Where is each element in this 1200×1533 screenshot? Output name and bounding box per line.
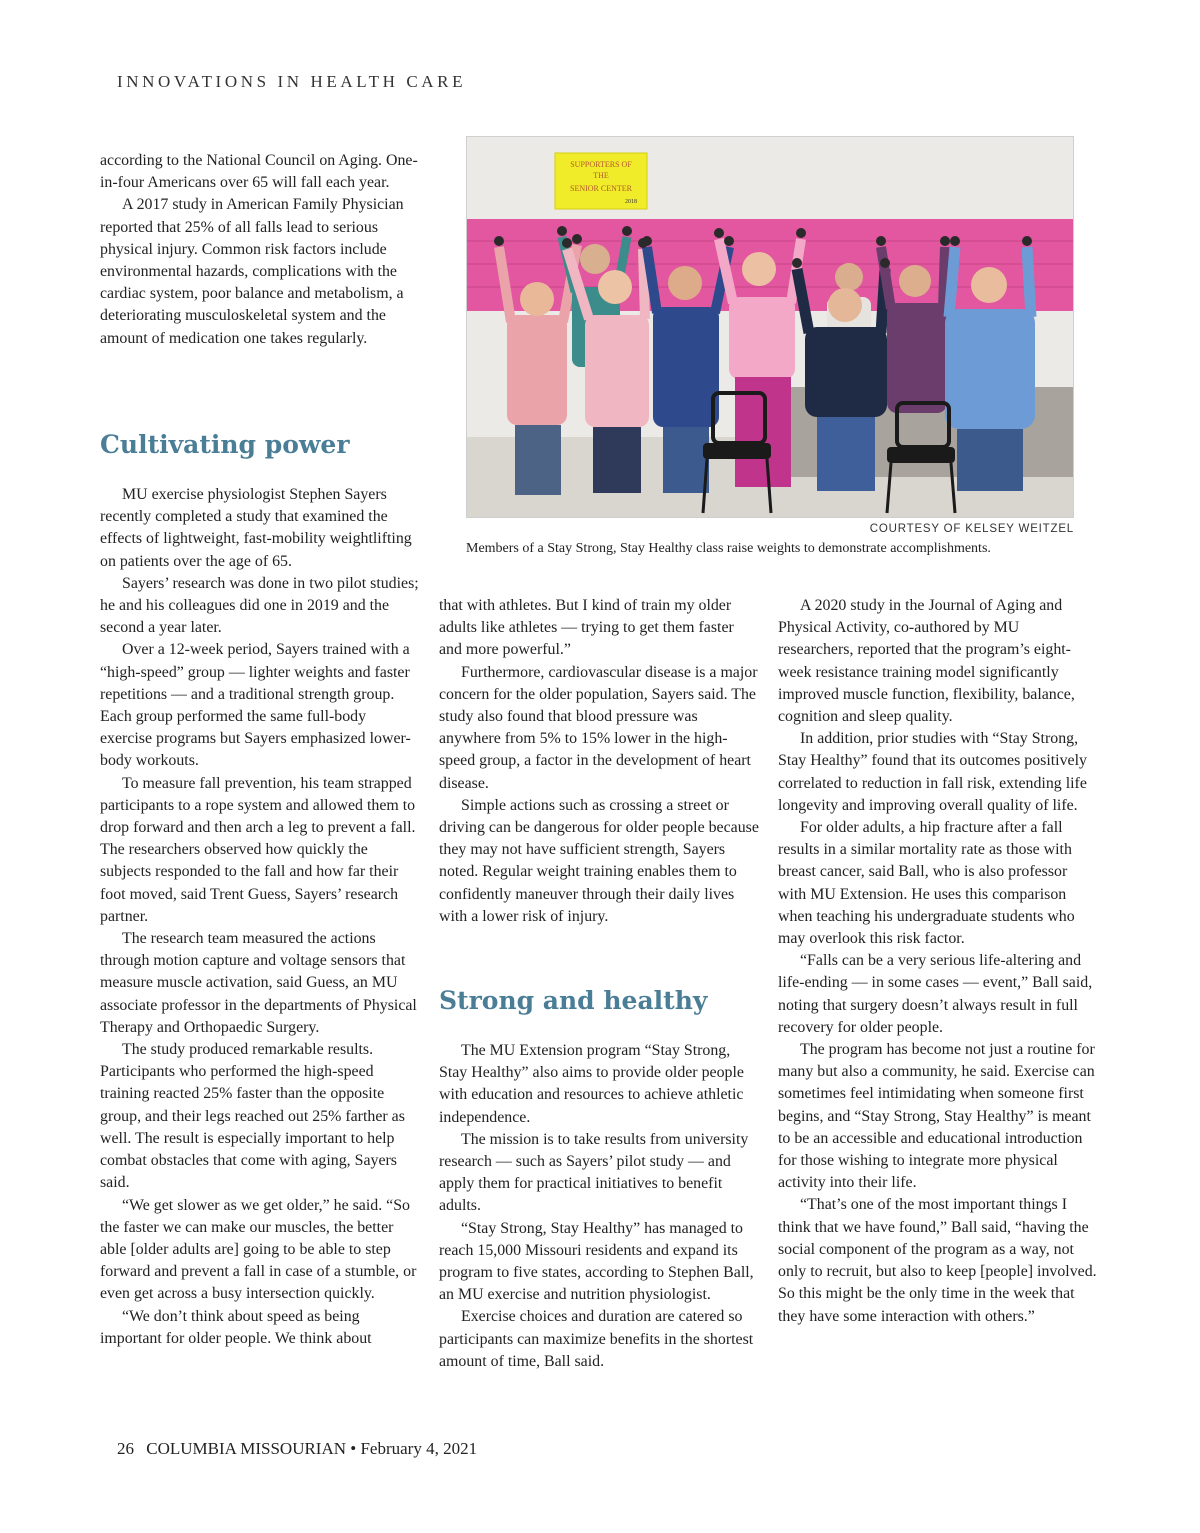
paragraph: Over a 12-week period, Sayers trained with a “high-speed” group — lighter weights and faster repetitions — and a traditional strength group. Each group performed the same full-body exercise programs but Sayers emphasized lower-body workouts. xyxy=(100,641,411,770)
sign-line: SUPPORTERS OF xyxy=(570,160,632,169)
page-footer xyxy=(117,1439,485,1459)
paragraph: In addition, prior studies with “Stay Strong, Stay Healthy” found that its outcomes positively correlated to reduction in fall risk, extending life longevity and improving overall quality of life. xyxy=(778,730,1087,814)
paragraph: that with athletes. But I kind of train my older adults like athletes — trying to get them faster and more powerful.” xyxy=(439,597,734,659)
paragraph: “Falls can be a very serious life-altering and life-ending — in some cases — event,” Ball said, noting that surgery doesn’t always result in full recovery for older people. xyxy=(778,952,1093,1036)
photo-caption: Members of a Stay Strong, Stay Healthy class raise weights to demonstrate accomplishments. xyxy=(466,541,991,556)
subheading-strong-and-healthy xyxy=(439,986,759,1016)
senior-center-sign xyxy=(555,153,647,209)
paragraph: Furthermore, cardiovascular disease is a major concern for the older population, Sayers said. The study also found that blood pressure was anywhere from 5% to 15% lower in the high-speed group, a factor in the development of heart disease. xyxy=(439,663,758,792)
paragraph: Exercise choices and duration are catered so participants can maximize benefits in the shortest amount of time, Ball said. xyxy=(439,1308,754,1370)
paragraph: Simple actions such as crossing a street or driving can be dangerous for older people because they may not have sufficient strength, Sayers noted. Regular weight training enables them to confidently maneuver through their daily lives with a lower risk of injury. xyxy=(439,796,759,925)
paragraph: The research team measured the actions through motion capture and voltage sensors that measure muscle activation, said Guess, an MU associate professor in the departments of Physical Therapy and Orthopaedic Surgery. xyxy=(100,930,417,1036)
paragraph: To measure fall prevention, his team strapped participants to a rope system and allowed them to drop forward and then arch a leg to prevent a fall. The researchers observed how quickly the subjects responded to the fall and how far their foot moved, said Trent Guess, Sayers’ research partner. xyxy=(100,774,416,925)
class-photo xyxy=(466,136,1074,518)
article-column-2 xyxy=(439,1040,759,1373)
page-number: 26 xyxy=(117,1439,134,1458)
article-column-1 xyxy=(100,484,420,1350)
subheading-text: Cultivating power xyxy=(100,430,350,459)
paragraph: Sayers’ research was done in two pilot studies; he and his colleagues did one in 2019 and the second a year later. xyxy=(100,574,419,637)
paragraph: The MU Extension program “Stay Strong, Stay Healthy” also aims to provide older people with education and resources to achieve athletic independence. xyxy=(439,1042,744,1126)
subheading-text: Strong and healthy xyxy=(439,986,708,1015)
paragraph: The mission is to take results from university research — such as Sayers’ pilot study — and apply them for practical initiatives to benefit adults. xyxy=(439,1130,749,1215)
section-label: INNOVATIONS IN HEALTH CARE xyxy=(117,72,467,91)
paragraph: The study produced remarkable results. Participants who performed the high-speed training reacted 25% faster than the opposite group, and their legs reached out 25% farther as well. The result is especially important to help combat obstacles that come with aging, Sayers said. xyxy=(100,1041,405,1192)
article-column-1-top xyxy=(100,150,420,350)
article-column-3 xyxy=(778,595,1098,1328)
paragraph: A 2020 study in the Journal of Aging and Physical Activity, co-authored by MU researchers, reported that the program’s eight-week resistance training model significantly improved muscle function, flexibility, balance, cognition and sleep quality. xyxy=(778,597,1075,726)
sign-line: SENIOR CENTER xyxy=(570,184,632,193)
sign-line: 2018 xyxy=(625,199,637,205)
paragraph: “That’s one of the most important things I think that we have found,” Ball said, “having the social component of the program as a way, not only to recruit, but also to keep [people] involved. So this might be the only time in the week that they have some interaction with others.” xyxy=(778,1196,1097,1325)
paragraph: MU exercise physiologist Stephen Sayers recently completed a study that examined the effects of lightweight, fast-mobility weightlifting on patients over the age of 65. xyxy=(100,486,412,570)
photo-credit: COURTESY OF KELSEY WEITZEL xyxy=(869,523,1074,535)
paragraph: For older adults, a hip fracture after a fall results in a similar mortality rate as those with breast cancer, said Ball, who is also professor with MU Extension. He uses this comparison when teaching his undergraduate students who may overlook this risk factor. xyxy=(778,819,1075,948)
sign-line: THE xyxy=(593,171,609,180)
paragraph: The program has become not just a routine for many but also a community, he said. Exercise can sometimes feel intimidating when someone first begins, and “Stay Strong, Stay Healthy” is meant to be an accessible and educational introduction for those wishing to integrate more physical activity into their life. xyxy=(778,1041,1095,1192)
paragraph: “Stay Strong, Stay Healthy” has managed to reach 15,000 Missouri residents and expand its program to five states, according to Stephen Ball, an MU exercise and nutrition physiologist. xyxy=(439,1219,754,1304)
paragraph: “We get slower as we get older,” he said. “So the faster we can make our muscles, the better able [older adults are] going to be able to step forward and prevent a fall in case of a stumble, or even get across a busy intersection quickly. xyxy=(100,1196,417,1303)
subheading-cultivating-power xyxy=(100,430,420,460)
article-column-2-top xyxy=(439,595,759,928)
paragraph: according to the National Council on Aging. One-in-four Americans over 65 will fall each year. xyxy=(100,152,418,192)
publication-info: COLUMBIA MISSOURIAN • February 4, 2021 xyxy=(146,1439,478,1458)
paragraph: “We don’t think about speed as being important for older people. We think about xyxy=(100,1307,372,1347)
paragraph: A 2017 study in American Family Physician reported that 25% of all falls lead to serious physical injury. Common risk factors include environmental hazards, complications with the cardiac system, poor balance and metabolism, a deteriorating musculoskeletal system and the amount of medication one takes regularly. xyxy=(100,196,404,347)
